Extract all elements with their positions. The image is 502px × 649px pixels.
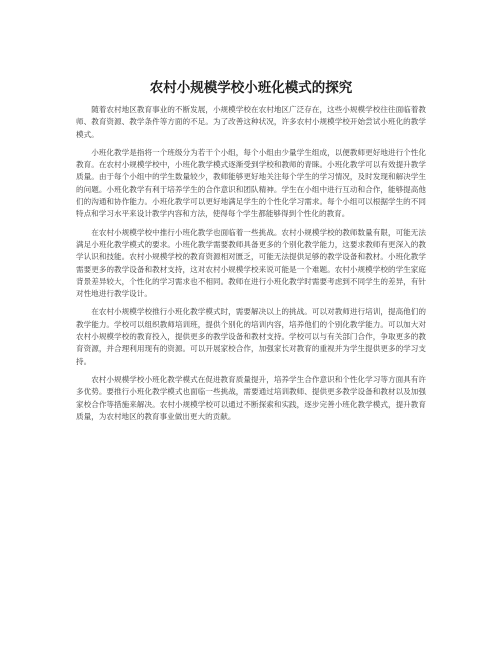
document-body [76,104,426,429]
paragraph-4: 在农村小规模学校推行小班化教学模式时，需要解决以上的挑战。可以对教师进行培训，提高他们的教学能力。学校可以组织教师培训班，提供个别化的培训内容，培养他们的个别化教学能力。可以加大对农村小规模学校的教育投入，提供更多的教学设备和教材支持。学校可以与有关部门合作，争取更多的教育资源，并合理利用现有的资源。可以开展家校合作，加强家长对教育的重视并为学生提供更多的学习支持。 [76,307,426,366]
paragraph-2: 小班化教学是指将一个班级分为若干个小组，每个小组由少量学生组成，以便教师更好地进行个性化教育。在农村小规模学校中，小班化教学模式逐渐受到学校和教师的青睐。小班化教学可以有效提升教学质量。由于每个小组中的学生数量较少，教师能够更好地关注每个学生的学习情况，及时发现和解决学生的问题。小班化教学有利于培养学生的合作意识和团队精神。学生在小组中进行互动和合作，能够提高他们的沟通和协作能力。小班化教学可以更好地满足学生的个性化学习需求。每个小组可以根据学生的不同特点和学习水平来设计教学内容和方法，使得每个学生都能够得到个性化的教育。 [76,147,426,219]
document-title: 农村小规模学校小班化模式的探究 [149,80,353,96]
paragraph-1: 随着农村地区教育事业的不断发展，小规模学校在农村地区广泛存在，这些小规模学校往往面临着教师、教育资源、教学条件等方面的不足。为了改善这种状况，许多农村小规模学校开始尝试小班化的教学模式。 [76,105,426,139]
paragraph-3: 在农村小规模学校中推行小班化教学也面临着一些挑战。农村小规模学校的教师数量有限，可能无法满足小班化教学模式的要求。小班化教学需要教师具备更多的个别化教学能力，这要求教师有更深入的教学认识和技能。农村小规模学校的教育资源相对匮乏，可能无法提供足够的教学设备和教材。小班化教学需要更多的教学设备和教材支持，这对农村小规模学校来说可能是一个难题。农村小规模学校的学生家庭背景差异较大，个性化的学习需求也不相同。教师在进行小班化教学时需要考虑到不同学生的差异，有针对性地进行教学设计。 [76,227,426,299]
paragraph-5: 农村小规模学校小班化教学模式在促进教育质量提升，培养学生合作意识和个性化学习等方面具有许多优势。要推行小班化教学模式也面临一些挑战，需要通过培训教师、提供更多教学设备和教材以及加强家校合作等措施来解决。农村小规模学校可以通过不断探索和实践，逐步完善小班化教学模式，提升教育质量，为农村地区的教育事业做出更大的贡献。 [76,374,426,421]
